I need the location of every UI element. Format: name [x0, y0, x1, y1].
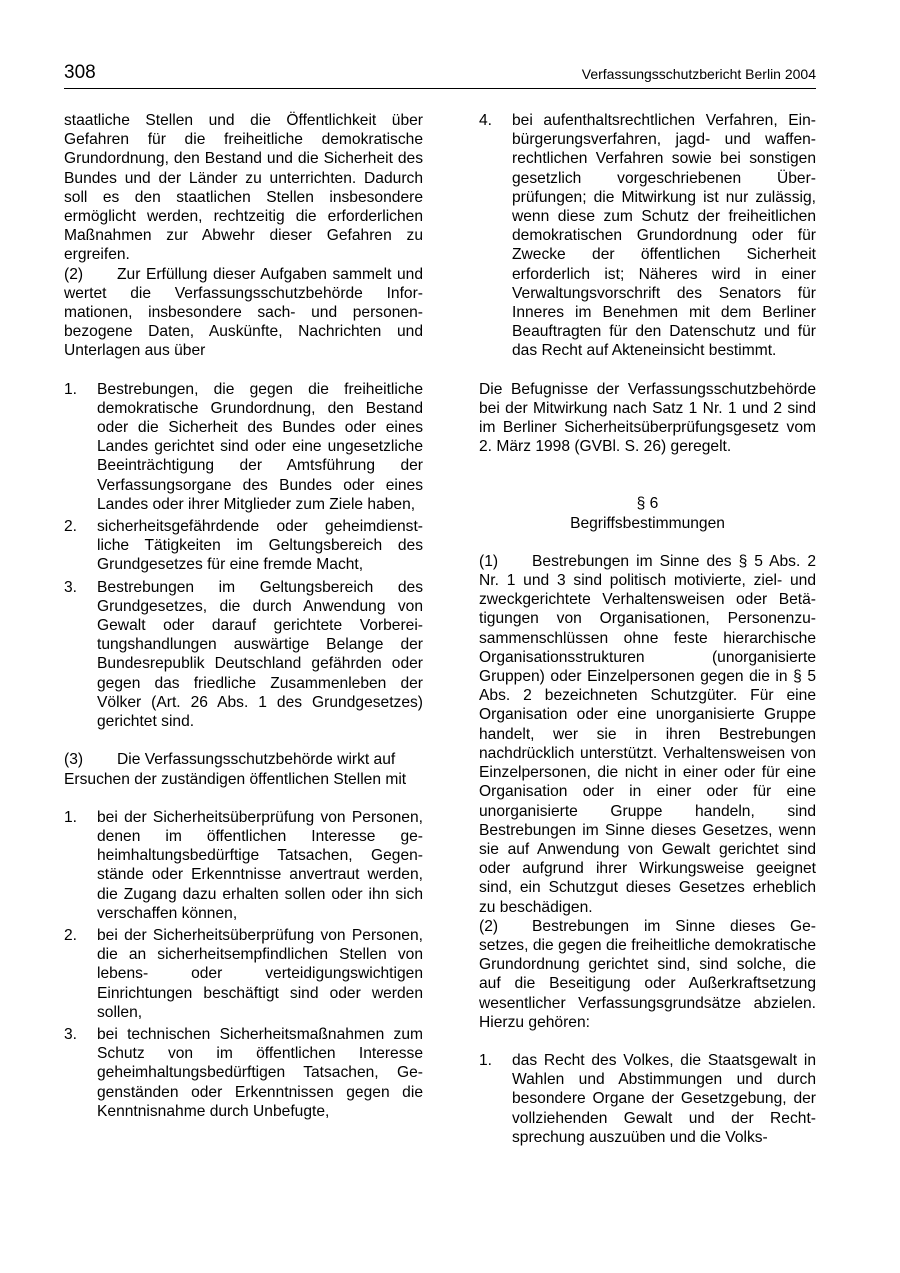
list-item — [64, 1025, 423, 1121]
list-item-text: bei der Sicherheitsüberprüfung von Personen, denen im öffentlichen Interesse geheimhaltungsbedürftige Tatsachen, Gegenstände oder Erkenntnisse anvertraut werden, die Zugang dazu erhalten sollen oder ihn sich verschaffen können, — [97, 808, 423, 922]
list-item-number: 2. — [64, 518, 78, 536]
list-item — [64, 926, 423, 1022]
paragraph-3-number: (3) — [64, 751, 84, 769]
list-item-text: bei der Sicherheitsüberprüfung von Personen, die an sicherheitsempfindlichen Stellen von lebens- oder verteidigungswichtigen Einrichtungen beschäftigt sind oder werden sollen, — [97, 926, 423, 1021]
list-cooperation — [64, 808, 423, 1121]
running-title: Verfassungsschutzbericht Berlin 2004 — [581, 66, 816, 82]
section-number: § 6 — [636, 495, 659, 513]
spacer — [479, 533, 816, 552]
left-column — [64, 111, 423, 1121]
list-item — [64, 808, 423, 923]
paragraph-3-text: Die Verfassungsschutzbehörde wirkt auf Ersuchen der zuständigen öffentlichen Stellen mit — [64, 751, 407, 788]
spacer — [64, 361, 423, 380]
paragraph-3 — [64, 750, 423, 788]
section-paragraph-1-number: (1) — [479, 552, 499, 570]
list-item — [479, 1051, 816, 1147]
list-item-text: Bestrebungen, die gegen die freiheitliche demokratische Grundordnung, den Bestand oder die Sicherheit des Bundes oder eines Landes gerichtet sind oder eine ungesetzliche Beeinträchtigung der Amtsführung der Verfassungsorgane des Bundes oder eines Landes oder ihrer Mitglieder zum Ziele haben, — [97, 380, 423, 513]
list-item — [64, 517, 423, 575]
paragraph-2-text: Zur Erfüllung dieser Aufgaben sammelt und wertet die Verfassungsschutzbehörde Informationen, insbesondere sach- und personenbezogene Daten, Auskünfte, Nachrichten und Unterlagen aus über — [64, 265, 423, 360]
list-item-number: 3. — [64, 578, 78, 596]
section-paragraph-1-text: Bestrebungen im Sinne des § 5 Abs. 2 Nr. 1 und 3 sind politisch motivierte, ziel- und zweckgerichtete Verhaltensweisen oder Betätigungen von Organisationen, Personenzusammenschlüssen ohne feste hierarchische Organisationsstrukturen (unorganisierte Gruppen) oder Einzelpersonen gegen die in § 5 Abs. 2 bezeichneten Schutzgüter. Für eine Organisation oder eine unorganisierte Gruppe handelt, wer sie in ihren Bestrebungen nachdrücklich unterstützt. Verhaltensweisen von Einzelpersonen, die nicht in einer oder für eine Organisation oder in einer oder für eine unorganisierte Gruppe handeln, sind Bestrebungen im Sinne dieses Gesetzes, wenn sie auf Anwendung von Gewalt gerichtet sind oder aufgrund ihrer Wirkungsweise geeignet sind, ein Schutzgut dieses Gesetzes erheblich zu beschädigen. — [479, 552, 816, 916]
paragraph-2-number: (2) — [64, 265, 84, 283]
list-item-text: bei aufenthaltsrechtlichen Verfahren, Einbürgerungsverfahren, jagd- und waffenrechtlichen Verfahren sowie bei sonstigen gesetzlich vorgeschriebenen Überprüfungen; die Mitwirkung ist nur zulässig, wenn diese zum Schutz der freiheitlichen demokratischen Grundordnung oder für Zwecke der öffentlichen Sicherheit erforderlich ist; Näheres wird in einer Verwaltungsvorschrift des Senators für Inneres im Benehmen mit dem Berliner Beauftragten für den Datenschutz und für das Recht auf Akteneinsicht bestimmt. — [512, 112, 816, 360]
page-number: 308 — [64, 62, 96, 83]
spacer — [64, 789, 423, 808]
list-basic-principles — [479, 1051, 816, 1147]
list-item-text: sicherheitsgefährdende oder geheimdienstliche Tätigkeiten im Geltungsbereich des Grundgesetzes für eine fremde Macht, — [97, 518, 423, 574]
spacer — [479, 475, 816, 494]
spacer — [479, 361, 816, 380]
spacer — [479, 1032, 816, 1051]
list-item-text: bei technischen Sicherheitsmaßnahmen zum Schutz von im öffentlichen Interesse geheimhaltungsbedürftigen Tatsachen, Gegenständen oder Erkenntnissen gegen die Kenntnisnahme durch Unbefugte, — [97, 1025, 423, 1120]
list-collection-targets — [64, 380, 423, 732]
section-paragraph-2 — [479, 917, 816, 1032]
section-title: Begriffsbestimmungen — [570, 514, 725, 532]
spacer — [64, 731, 423, 750]
list-item-number: 3. — [64, 1025, 78, 1043]
list-item-text: das Recht des Volkes, die Staatsgewalt in Wahlen und Abstimmungen und durch besondere Organe der Gesetzgebung, der vollziehenden Gewalt und der Rechtsprechung auszuüben und die Volks- — [512, 1051, 816, 1146]
list-item-number: 1. — [64, 380, 78, 398]
intro-paragraph: staatliche Stellen und die Öffentlichkeit über Gefahren für die freiheitliche demokratische Grundordnung, den Bestand und die Sicherheit des Bundes und der Länder zu unterrichten. Dadurch soll es den staatlichen Stellen insbesondere ermöglicht werden, rechtzeitig die erforderlichen Maßnahmen zur Abwehr dieser Gefahren zu ergreifen. — [64, 112, 423, 264]
befugnisse-paragraph: Die Befugnisse der Verfassungsschutzbehörde bei der Mitwirkung nach Satz 1 Nr. 1 und 2 sind im Berliner Sicherheitsüberprüfungsgesetz vom 2. März 1998 (GVBl. S. 26) geregelt. — [479, 380, 816, 456]
list-item-text: Bestrebungen im Geltungsbereich des Grundgesetzes, die durch Anwendung von Gewalt oder darauf gerichtete Vorbereitungshandlungen auswärtige Belange der Bundesrepublik Deutschland gefährden oder gegen das friedliche Zusammenleben der Völker (Art. 26 Abs. 1 des Grundgesetzes) gerichtet sind. — [97, 578, 423, 731]
list-cooperation-continued — [479, 111, 816, 361]
section-paragraph-1 — [479, 552, 816, 917]
spacer — [479, 456, 816, 475]
list-item-number: 1. — [479, 1051, 493, 1069]
list-item — [479, 111, 816, 361]
list-item-number: 4. — [479, 112, 493, 129]
section-paragraph-2-number: (2) — [479, 917, 499, 935]
section-paragraph-2-text: Bestrebungen im Sinne dieses Gesetzes, die gegen die freiheitliche demokratische Grundordnung gerichtet sind, sind solche, die auf die Beseitigung oder Außerkraftsetzung wesentlicher Verfassungsgrundsätze abzielen. Hierzu gehören: — [479, 917, 816, 1031]
list-item — [64, 380, 423, 514]
paragraph-2 — [64, 265, 423, 361]
list-item-number: 2. — [64, 926, 78, 944]
right-column — [479, 111, 816, 1147]
list-item-number: 1. — [64, 808, 78, 826]
list-item — [64, 578, 423, 732]
page-header — [64, 62, 816, 89]
